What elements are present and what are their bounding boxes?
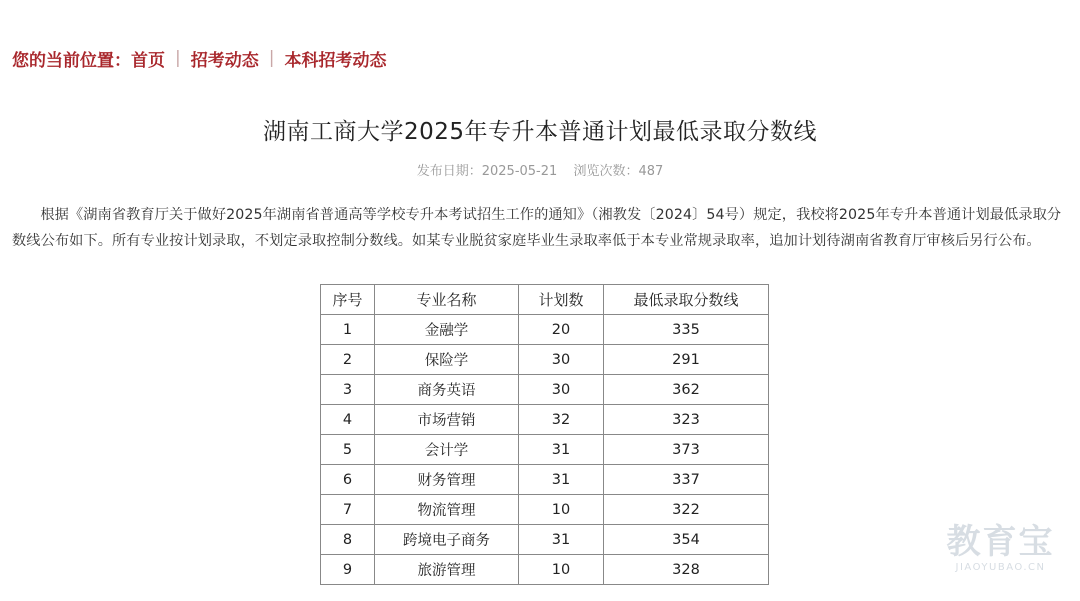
publish-date-label: 发布日期： [416, 164, 482, 179]
cell-min-score: 323 [604, 405, 769, 435]
cell-min-score: 354 [604, 525, 769, 555]
cell-plan: 30 [519, 345, 604, 375]
cell-major: 市场营销 [375, 405, 519, 435]
cell-index: 4 [321, 405, 375, 435]
cell-plan: 10 [519, 555, 604, 585]
table-row [321, 405, 769, 435]
view-count-value: 487 [638, 164, 664, 179]
breadcrumb [12, 44, 386, 72]
cell-major: 商务英语 [375, 375, 519, 405]
header-plan: 计划数 [519, 285, 604, 315]
cell-min-score: 291 [604, 345, 769, 375]
cell-index: 8 [321, 525, 375, 555]
table-header-row [321, 285, 769, 315]
breadcrumb-home-link[interactable]: 首页 [131, 50, 165, 71]
publish-date [417, 164, 558, 179]
cell-major: 跨境电子商务 [375, 525, 519, 555]
header-min-score: 最低录取分数线 [604, 285, 769, 315]
table-row [321, 465, 769, 495]
breadcrumb-separator: | [268, 48, 275, 68]
cell-index: 2 [321, 345, 375, 375]
table-body [321, 315, 769, 585]
article-title: 湖南工商大学2025年专升本普通计划最低录取分数线 [262, 119, 818, 145]
watermark-text: 教育宝 [946, 522, 1055, 562]
watermark-url: JIAOYUBAO.CN [955, 562, 1046, 573]
table-row [321, 555, 769, 585]
cell-plan: 10 [519, 495, 604, 525]
table-row [321, 495, 769, 525]
view-count [573, 164, 663, 179]
cell-index: 9 [321, 555, 375, 585]
cell-index: 1 [321, 315, 375, 345]
article-body: 根据《湖南省教育厅关于做好2025年湖南省普通高等学校专升本考试招生工作的通知》（湘教发〔2024〕54号）规定，我校将2025年专升本普通计划最低录取分数线公布如下。所有专业按计划录取，不划定录取控制分数线。如某专业脱贫家庭毕业生录取率低于本专业常规录取率，追加计划待湖南省教育厅审核后另行公布。 [12, 207, 1062, 249]
cell-min-score: 328 [604, 555, 769, 585]
cell-index: 6 [321, 465, 375, 495]
cell-major: 财务管理 [375, 465, 519, 495]
cell-index: 5 [321, 435, 375, 465]
cell-plan: 32 [519, 405, 604, 435]
header-index: 序号 [321, 285, 375, 315]
cell-major: 物流管理 [375, 495, 519, 525]
header-major: 专业名称 [375, 285, 519, 315]
table-row [321, 375, 769, 405]
cell-min-score: 362 [604, 375, 769, 405]
cell-major: 金融学 [375, 315, 519, 345]
table-row [321, 345, 769, 375]
publish-date-value: 2025-05-21 [481, 164, 558, 179]
breadcrumb-undergrad-news-link[interactable]: 本科招考动态 [284, 50, 387, 71]
cell-min-score: 335 [604, 315, 769, 345]
view-count-label: 浏览次数： [573, 164, 639, 179]
table-row [321, 525, 769, 555]
score-table [320, 284, 769, 585]
cell-min-score: 337 [604, 465, 769, 495]
watermark-logo [938, 522, 1063, 573]
article-meta [0, 160, 1080, 179]
cell-plan: 31 [519, 525, 604, 555]
cell-major: 会计学 [375, 435, 519, 465]
cell-plan: 31 [519, 465, 604, 495]
breadcrumb-admissions-news-link[interactable]: 招考动态 [190, 50, 259, 71]
cell-min-score: 373 [604, 435, 769, 465]
table-row [321, 315, 769, 345]
cell-major: 保险学 [375, 345, 519, 375]
cell-index: 7 [321, 495, 375, 525]
cell-plan: 20 [519, 315, 604, 345]
cell-min-score: 322 [604, 495, 769, 525]
cell-plan: 31 [519, 435, 604, 465]
breadcrumb-separator: | [175, 48, 181, 68]
cell-plan: 30 [519, 375, 604, 405]
breadcrumb-prefix: 您的当前位置： [12, 50, 131, 71]
table-row [321, 435, 769, 465]
cell-major: 旅游管理 [375, 555, 519, 585]
cell-index: 3 [321, 375, 375, 405]
